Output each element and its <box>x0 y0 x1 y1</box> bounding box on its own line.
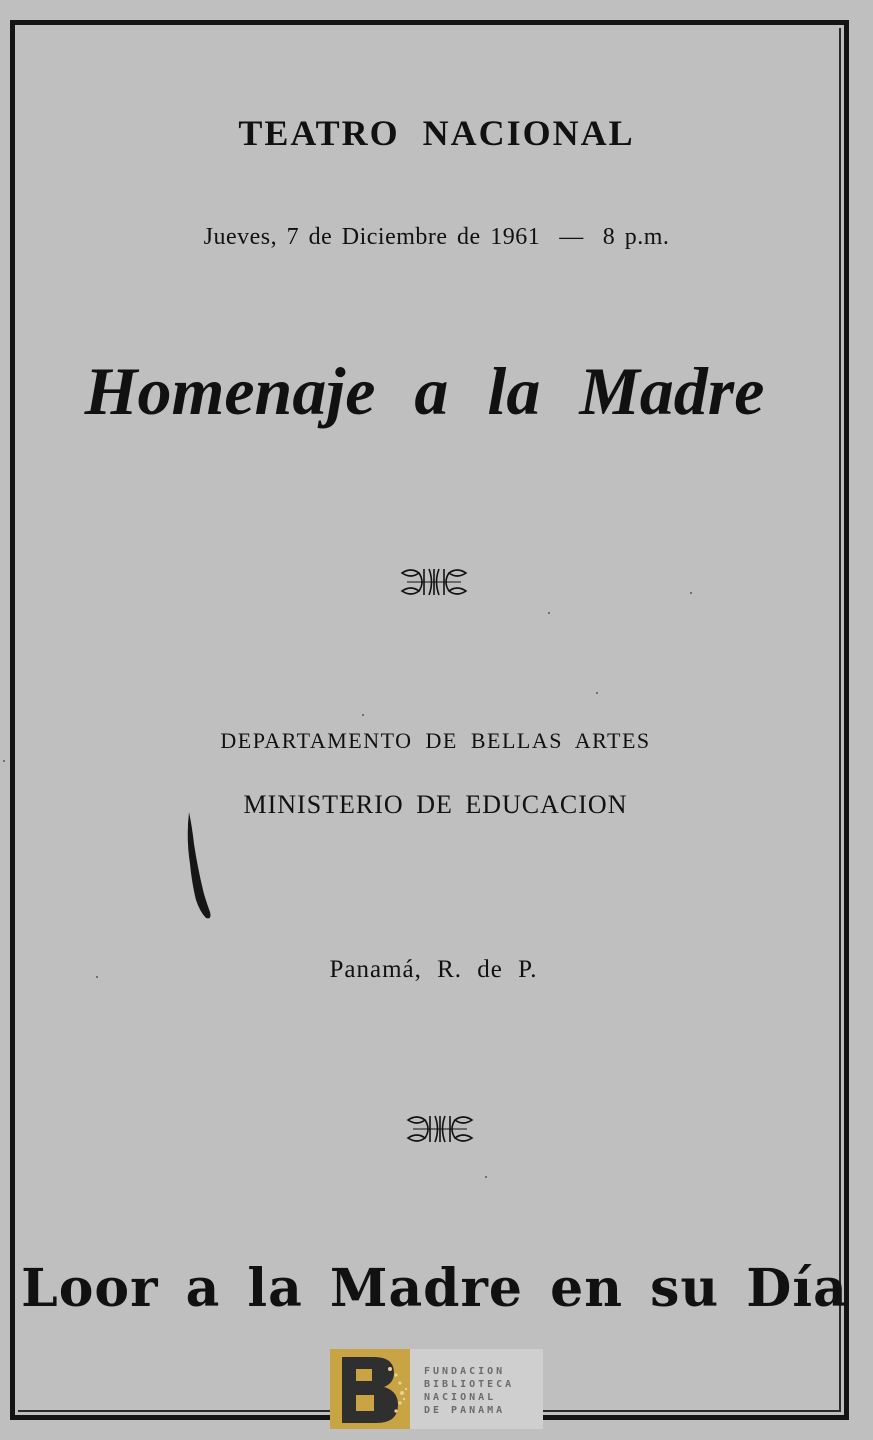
scan-speck <box>690 592 692 594</box>
watermark-line: DE PANAMA <box>424 1405 506 1416</box>
watermark-line: FUNDACION <box>424 1366 506 1377</box>
ministry-name: MINISTERIO DE EDUCACION <box>243 790 628 819</box>
ink-mark <box>180 808 220 924</box>
place-line: Panamá, R. de P. <box>329 956 538 983</box>
watermark-line: NACIONAL <box>424 1392 497 1403</box>
floral-ornament-icon <box>405 1112 475 1146</box>
venue-heading: TEATRO NACIONAL <box>238 113 635 153</box>
letter-b-logo-icon <box>330 1349 410 1429</box>
scan-speck <box>596 692 598 694</box>
department-name: DEPARTAMENTO DE BELLAS ARTES <box>220 728 651 753</box>
scan-speck <box>96 976 98 978</box>
scan-speck <box>485 1176 487 1178</box>
scan-speck <box>548 612 550 614</box>
event-date: Jueves, 7 de Diciembre de 1961 — 8 p.m. <box>203 224 670 250</box>
floral-ornament-icon <box>399 565 469 599</box>
watermark-line: BIBLIOTECA <box>424 1379 515 1390</box>
watermark-text <box>410 1349 543 1429</box>
motto-line: Loor a la Madre en su Día <box>21 1258 848 1319</box>
library-watermark <box>330 1349 543 1429</box>
scan-speck <box>3 760 5 762</box>
event-title: Homenaje a la Madre <box>84 353 765 429</box>
scan-speck <box>362 714 364 716</box>
